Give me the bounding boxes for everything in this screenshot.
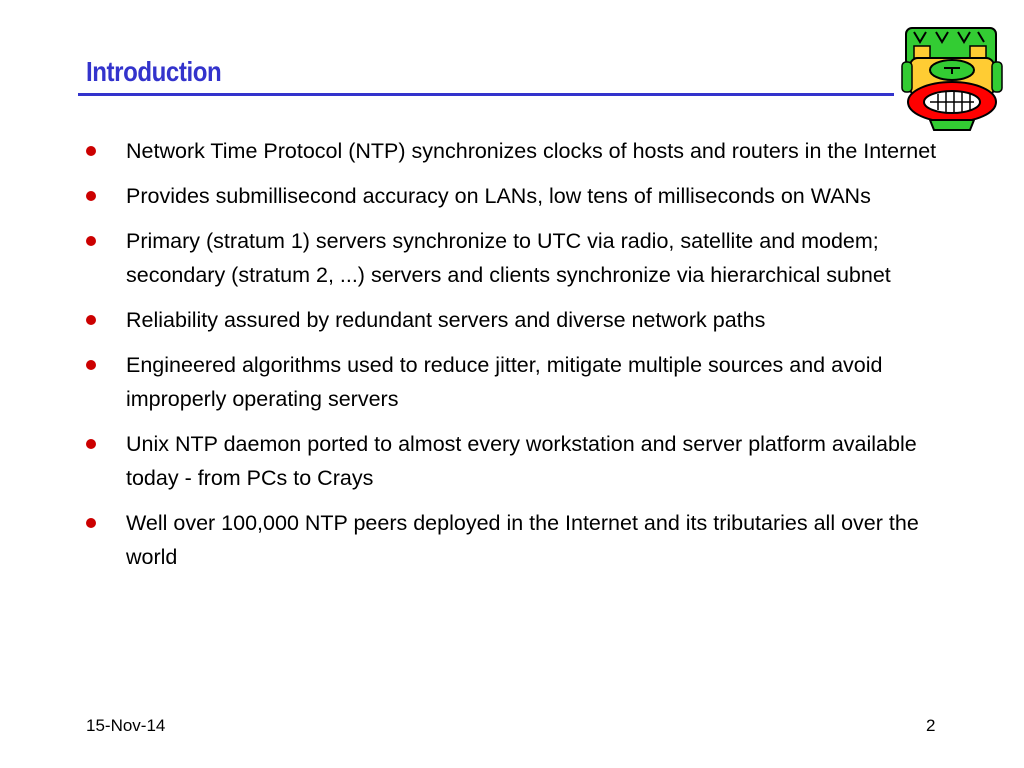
list-item	[86, 224, 946, 292]
footer-date: 15-Nov-14	[86, 716, 166, 735]
title-underline	[78, 93, 894, 96]
list-item	[86, 348, 946, 416]
bullet-text: Provides submillisecond accuracy on LANs, low tens of milliseconds on WANs	[126, 184, 871, 208]
list-item	[86, 134, 946, 168]
page-number: 2	[926, 716, 936, 735]
bullet-text: Primary (stratum 1) servers synchronize to UTC via radio, satellite and modem; secondary (stratum 2, ...) servers and clients synchronize via hierarchical subnet	[126, 229, 891, 287]
bullet-list	[86, 134, 946, 585]
bullet-icon	[86, 360, 96, 370]
list-item	[86, 303, 946, 337]
list-item	[86, 427, 946, 495]
bullet-icon	[86, 315, 96, 325]
bullet-text: Well over 100,000 NTP peers deployed in the Internet and its tributaries all over the world	[126, 511, 919, 569]
bullet-icon	[86, 439, 96, 449]
bullet-icon	[86, 236, 96, 246]
bullet-text: Reliability assured by redundant servers and diverse network paths	[126, 308, 766, 332]
list-item	[86, 179, 946, 213]
mayan-head-icon	[900, 22, 1004, 132]
bullet-icon	[86, 146, 96, 156]
bullet-icon	[86, 191, 96, 201]
bullet-text: Network Time Protocol (NTP) synchronizes clocks of hosts and routers in the Internet	[126, 139, 937, 163]
slide-title: Introduction	[86, 56, 222, 87]
list-item	[86, 506, 946, 574]
bullet-text: Engineered algorithms used to reduce jitter, mitigate multiple sources and avoid improperly operating servers	[126, 353, 883, 411]
bullet-text: Unix NTP daemon ported to almost every workstation and server platform available today - from PCs to Crays	[126, 432, 917, 490]
bullet-icon	[86, 518, 96, 528]
